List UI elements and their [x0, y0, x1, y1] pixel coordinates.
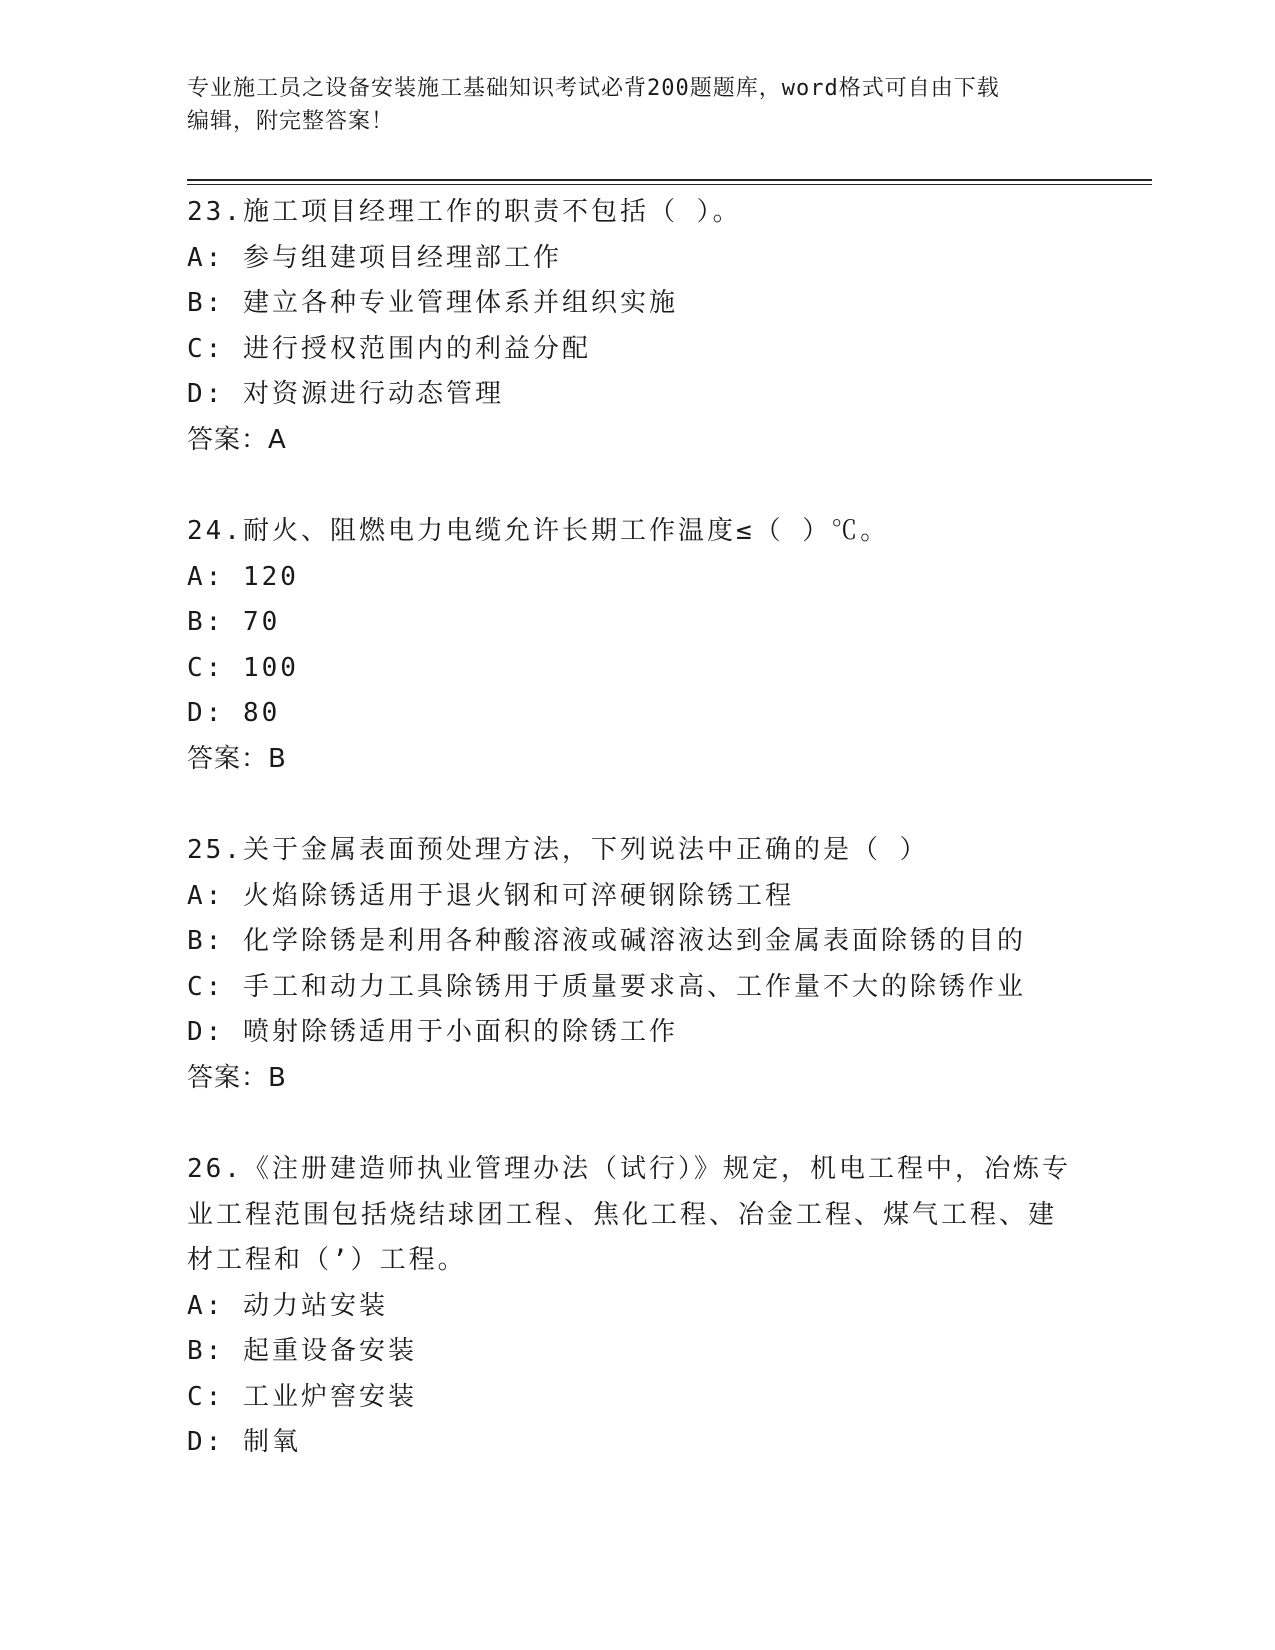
- question-stem-line-1: 26.《注册建造师执业管理办法（试行）》规定，机电工程中，冶炼专: [187, 1154, 1071, 1184]
- option-b: B: 起重设备安装: [187, 1336, 417, 1366]
- question-23: [187, 190, 1087, 463]
- document-header: [187, 72, 1067, 138]
- option-a: A: 动力站安装: [187, 1290, 388, 1321]
- option-d: D: 80: [187, 698, 281, 728]
- option-a: A: 参与组建项目经理部工作: [187, 242, 562, 273]
- option-c: C: 100: [187, 652, 299, 683]
- question-stem: 24.耐火、阻燃电力电缆允许长期工作温度≤（ ）℃。: [187, 516, 890, 546]
- question-stem: 23.施工项目经理工作的职责不包括（ ）。: [187, 197, 742, 227]
- question-list: [187, 190, 1087, 1466]
- option-c: C: 手工和动力工具除锈用于质量要求高、工作量不大的除锈作业: [187, 971, 1026, 1002]
- question-stem-line-3: 材工程和（’）工程。: [187, 1245, 467, 1275]
- answer-label: 答案：B: [187, 1062, 287, 1093]
- header-line-2: 编辑，附完整答案！: [187, 109, 395, 134]
- option-d: D: 制氧: [187, 1427, 301, 1457]
- question-stem: 25.关于金属表面预处理方法，下列说法中正确的是（ ）: [187, 835, 929, 865]
- header-divider-thin: [187, 184, 1152, 185]
- header-divider-thick: [187, 179, 1152, 181]
- question-26: [187, 1147, 1087, 1466]
- answer-label: 答案：B: [187, 743, 287, 774]
- option-b: B: 化学除锈是利用各种酸溶液或碱溶液达到金属表面除锈的目的: [187, 926, 1026, 956]
- option-a: A: 火焰除锈适用于退火钢和可淬硬钢除锈工程: [187, 880, 794, 911]
- option-a: A: 120: [187, 561, 299, 592]
- option-d: D: 喷射除锈适用于小面积的除锈工作: [187, 1017, 678, 1047]
- option-b: B: 建立各种专业管理体系并组织实施: [187, 288, 678, 318]
- option-d: D: 对资源进行动态管理: [187, 379, 504, 409]
- option-b: B: 70: [187, 607, 281, 637]
- question-stem-line-2: 业工程范围包括烧结球团工程、焦化工程、冶金工程、煤气工程、建: [187, 1199, 1058, 1230]
- question-25: [187, 828, 1087, 1101]
- answer-label: 答案：A: [187, 424, 287, 455]
- header-line-1: 专业施工员之设备安装施工基础知识考试必背200题题库，word格式可自由下载: [187, 76, 1000, 101]
- option-c: C: 进行授权范围内的利益分配: [187, 333, 591, 364]
- option-c: C: 工业炉窖安装: [187, 1381, 417, 1412]
- question-24: [187, 509, 1087, 782]
